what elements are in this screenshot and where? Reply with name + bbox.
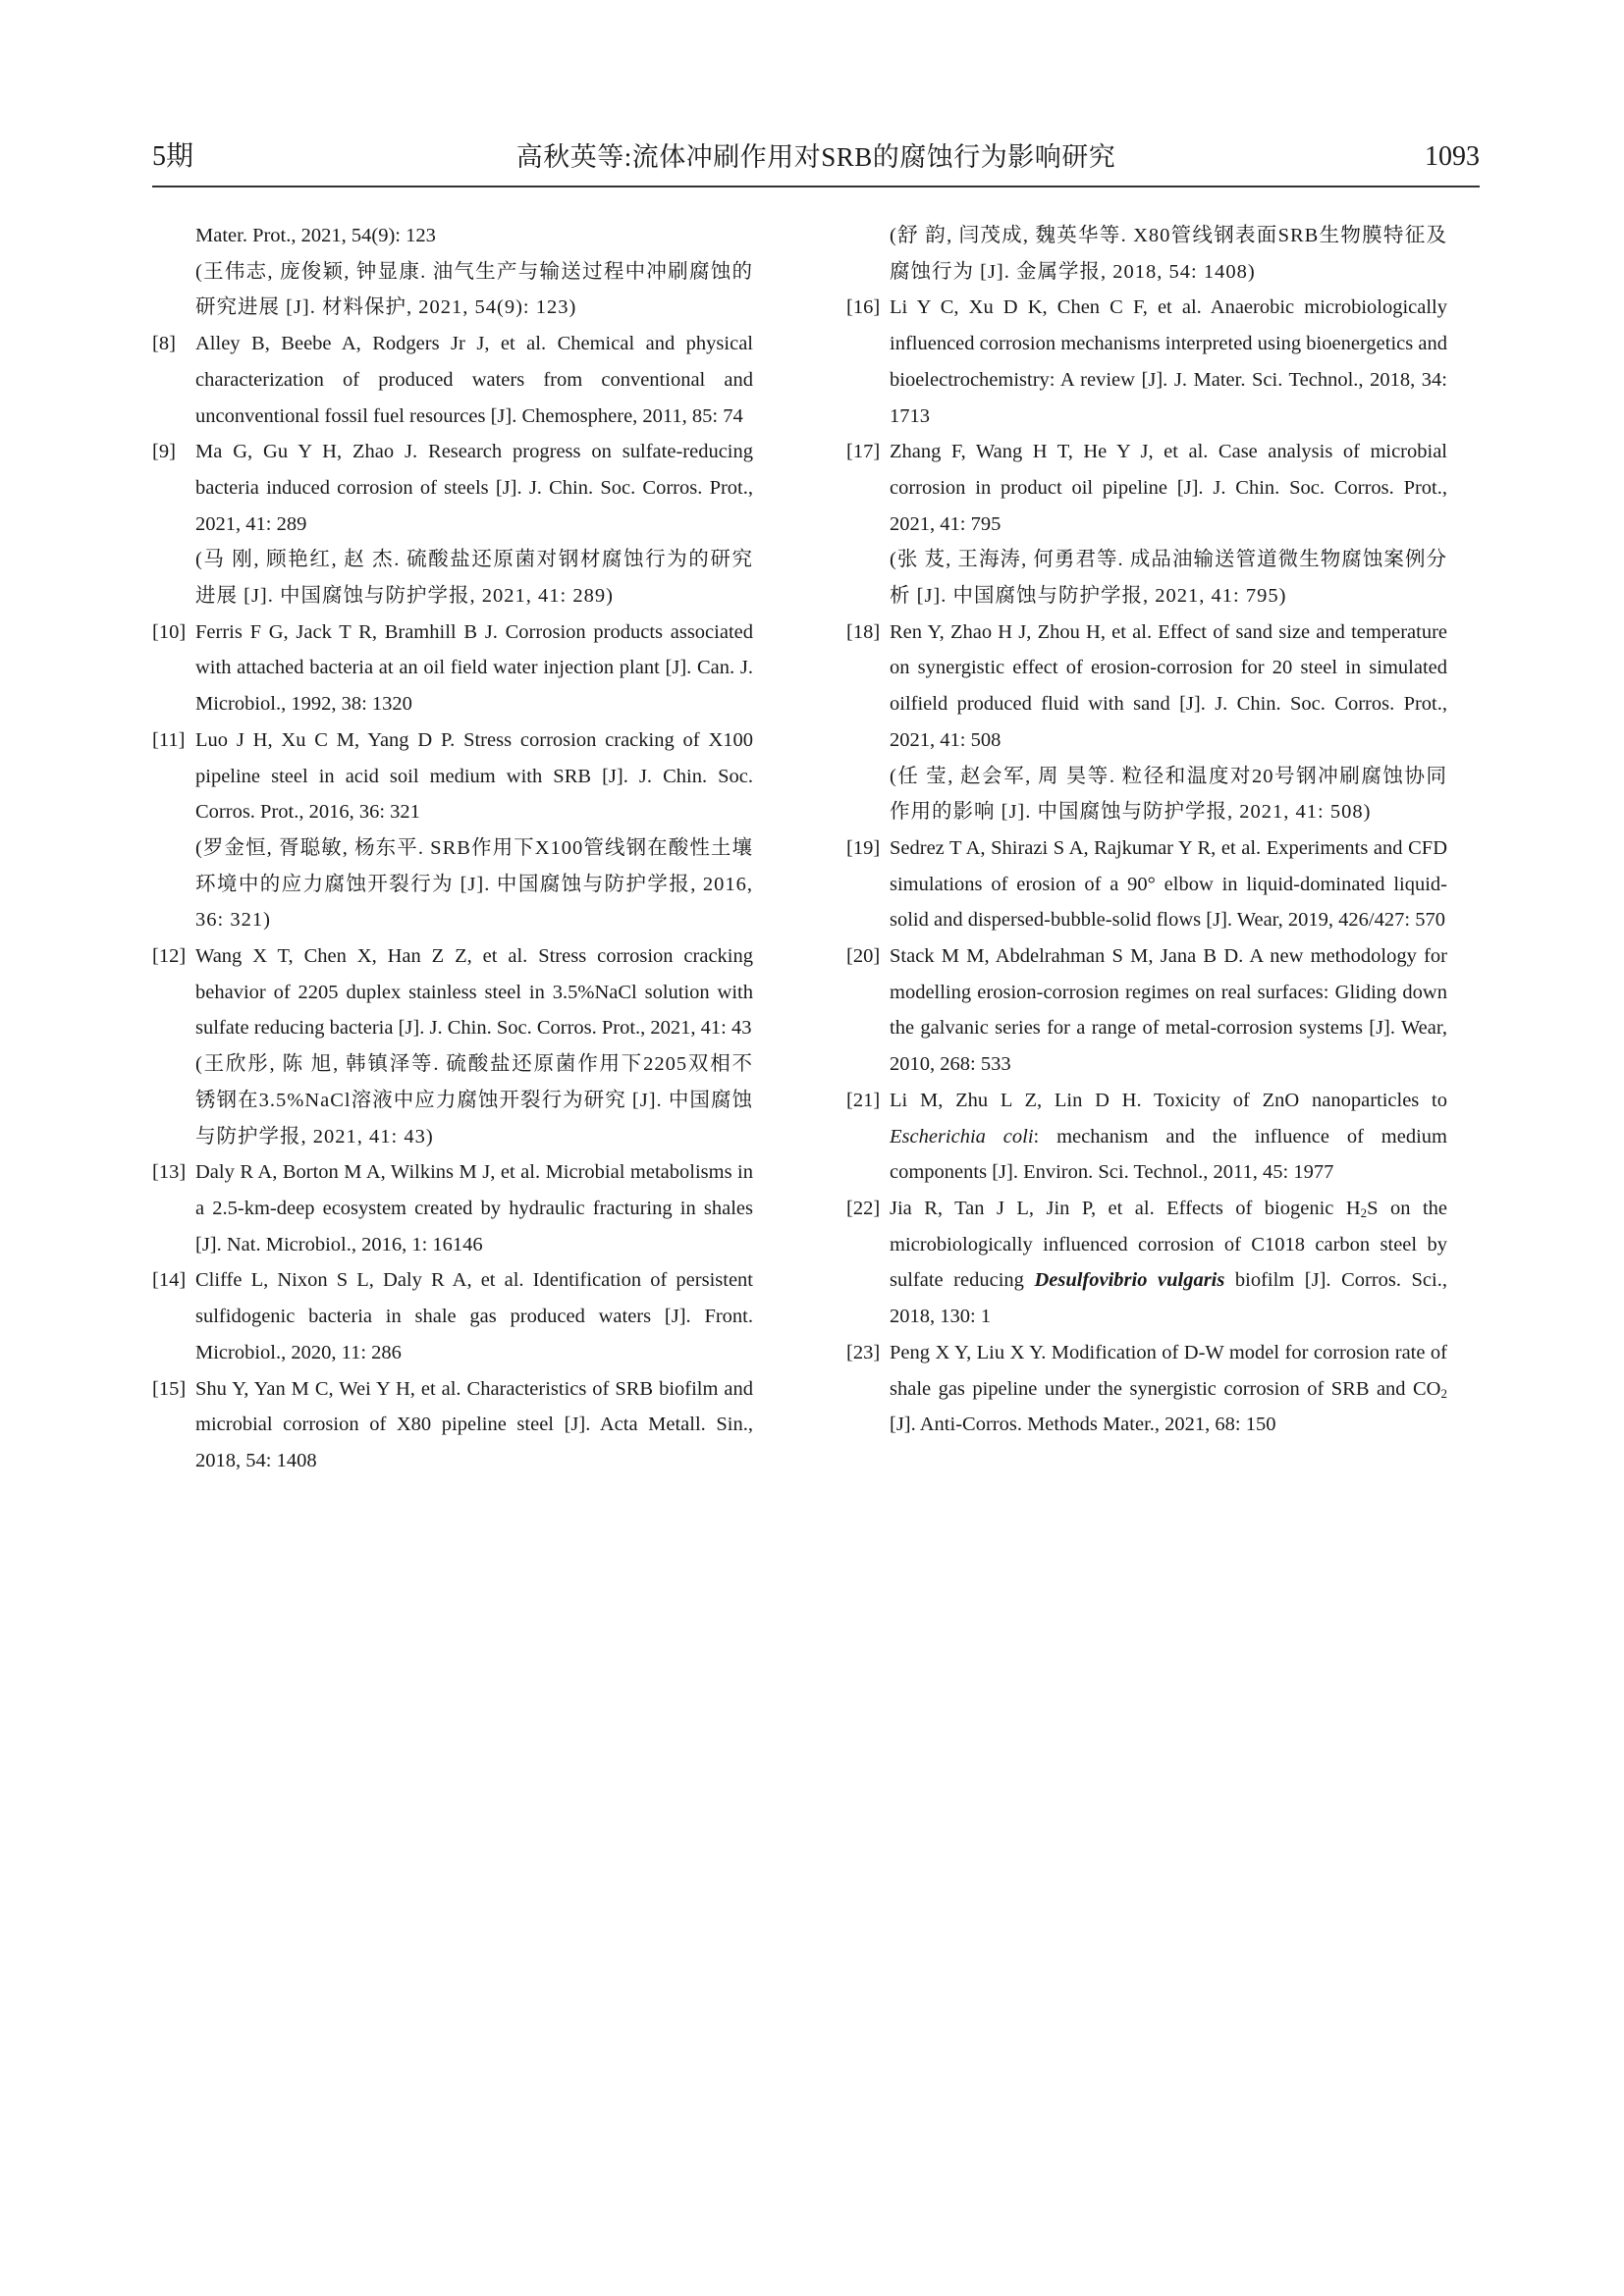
reference-11 — [152, 722, 753, 938]
reference-14 — [152, 1262, 753, 1370]
running-header — [152, 137, 1480, 179]
reference-text: Ferris F G, Jack T R, Bramhill B J. Corrosion products associated with attached bacteria at an oil field water injection plant [J]. Can. J. Microbiol., 1992, 38: 1320 — [195, 620, 753, 716]
reference-text-part: Li M, Zhu L Z, Lin D H. Toxicity of ZnO nanoparticles to — [890, 1089, 1447, 1111]
reference-text — [890, 1335, 1447, 1443]
reference-13 — [152, 1154, 753, 1262]
reference-number: [17] — [846, 441, 881, 463]
species-name: Desulfovibrio vulgaris — [1034, 1269, 1225, 1292]
reference-text: Sedrez T A, Shirazi S A, Rajkumar Y R, et al. Experiments and CFD simulations of erosion of a 90° elbow in liquid-dominated liquid-solid and dispersed-bubble-solid flows [J]. Wear, 2019, 426/427: 570 — [890, 836, 1447, 932]
reference-18 — [846, 614, 1447, 830]
reference-number: [12] — [152, 945, 187, 968]
reference-15 — [152, 1371, 753, 1479]
reference-text-part: Jia R, Tan J L, Jin P, et al. Effects of biogenic H — [890, 1197, 1361, 1219]
reference-text: Zhang F, Wang H T, He Y J, et al. Case analysis of microbial corrosion in product oil pipeline [J]. J. Chin. Soc. Corros. Prot., 2021, 41: 795 — [890, 441, 1447, 535]
reference-text: Ma G, Gu Y H, Zhao J. Research progress on sulfate-reducing bacteria induced corrosion of steels [J]. J. Chin. Soc. Corros. Prot., 2021, 41: 289 — [195, 441, 753, 535]
running-title: 高秋英等:流体冲刷作用对SRB的腐蚀行为影响研究 — [515, 142, 1116, 172]
reference-20 — [846, 938, 1447, 1083]
reference-number: [10] — [152, 620, 187, 643]
references-left-column — [152, 218, 753, 1479]
subscript: 2 — [1440, 1385, 1447, 1401]
reference-number: [9] — [152, 441, 176, 463]
reference-number: [23] — [846, 1341, 881, 1363]
reference-text-part: Peng X Y, Liu X Y. Modification of D-W model for corrosion rate of shale gas pipeline under the synergistic corrosion of SRB and CO — [890, 1341, 1447, 1400]
subscript: 2 — [1360, 1204, 1368, 1220]
reference-text: Ren Y, Zhao H J, Zhou H, et al. Effect of sand size and temperature on synergistic effect of erosion-corrosion for 20 steel in simulated oilfield produced fluid with sand [J]. J. Chin. Soc. Corros. Prot., 2021, 41: 508 — [890, 620, 1447, 751]
species-name: Escherichia coli — [890, 1125, 1034, 1148]
reference-number: [11] — [152, 728, 186, 751]
reference-16 — [846, 290, 1447, 434]
reference-text: Li Y C, Xu D K, Chen C F, et al. Anaerobic microbiologically influenced corrosion mechanisms interpreted using bioenergetics and bioelectrochemistry: A review [J]. J. Mater. Sci. Technol., 2018, 34: 1713 — [890, 296, 1447, 427]
reference-15-continued — [846, 218, 1447, 290]
reference-text-part: biofilm [J]. Corros. Sci., 2018, 130: 1 — [890, 1269, 1447, 1328]
reference-translation: (王伟志, 庞俊颖, 钟显康. 油气生产与输送过程中冲刷腐蚀的研究进展 [J]. 材料保护, 2021, 54(9): 123) — [195, 260, 753, 319]
reference-8 — [152, 326, 753, 434]
reference-10 — [152, 614, 753, 722]
reference-19 — [846, 830, 1447, 938]
reference-number: [14] — [152, 1269, 187, 1292]
header-rule — [152, 186, 1480, 187]
reference-translation: (张 芨, 王海涛, 何勇君等. 成品油输送管道微生物腐蚀案例分析 [J]. 中国腐蚀与防护学报, 2021, 41: 795) — [890, 549, 1447, 608]
reference-translation: (罗金恒, 胥聪敏, 杨东平. SRB作用下X100管线钢在酸性土壤环境中的应力腐蚀开裂行为 [J]. 中国腐蚀与防护学报, 2016, 36: 321) — [195, 836, 753, 932]
reference-17 — [846, 434, 1447, 614]
reference-number: [22] — [846, 1197, 881, 1219]
reference-translation: (任 莹, 赵会军, 周 昊等. 粒径和温度对20号钢冲刷腐蚀协同作用的影响 [J]. 中国腐蚀与防护学报, 2021, 41: 508) — [890, 765, 1447, 824]
reference-text: Daly R A, Borton M A, Wilkins M J, et al. Microbial metabolisms in a 2.5-km-deep ecosystem created by hydraulic fracturing in shales [J]. Nat. Microbiol., 2016, 1: 16146 — [195, 1161, 753, 1255]
references-right-column — [846, 218, 1447, 1443]
reference-text: Mater. Prot., 2021, 54(9): 123 — [195, 225, 436, 246]
reference-21 — [846, 1083, 1447, 1191]
reference-text — [890, 1191, 1447, 1335]
reference-number: [15] — [152, 1377, 187, 1400]
reference-text: Stack M M, Abdelrahman S M, Jana B D. A new methodology for modelling erosion-corrosion regimes on real surfaces: Gliding down the galvanic series for a range of metal-corrosion systems [J]. Wear, 2010, 268: 533 — [890, 945, 1447, 1076]
reference-number: [20] — [846, 945, 881, 968]
reference-text-part: [J]. Anti-Corros. Methods Mater., 2021, 68: 150 — [890, 1414, 1276, 1436]
reference-text — [890, 1083, 1447, 1191]
reference-22 — [846, 1191, 1447, 1335]
reference-number: [18] — [846, 620, 881, 643]
page-number: 1093 — [1425, 141, 1480, 172]
reference-number: [8] — [152, 333, 176, 355]
reference-12 — [152, 938, 753, 1154]
reference-23 — [846, 1335, 1447, 1443]
reference-number: [21] — [846, 1089, 881, 1111]
issue-label: 5期 — [152, 141, 194, 172]
reference-translation: (王欣彤, 陈 旭, 韩镇泽等. 硫酸盐还原菌作用下2205双相不锈钢在3.5%NaCl溶液中应力腐蚀开裂行为研究 [J]. 中国腐蚀与防护学报, 2021, 41: 43) — [195, 1053, 753, 1148]
reference-7-continued — [152, 218, 753, 326]
reference-text: Wang X T, Chen X, Han Z Z, et al. Stress corrosion cracking behavior of 2205 duplex stainless steel in 3.5%NaCl solution with sulfate reducing bacteria [J]. J. Chin. Soc. Corros. Prot., 2021, 41: 43 — [195, 945, 753, 1040]
reference-text-part: : mechanism and the influence of medium components [J]. Environ. Sci. Technol., 2011, 45: 1977 — [890, 1125, 1447, 1184]
reference-number: [19] — [846, 836, 881, 859]
reference-text: Cliffe L, Nixon S L, Daly R A, et al. Identification of persistent sulfidogenic bacteria in shale gas produced waters [J]. Front. Microbiol., 2020, 11: 286 — [195, 1269, 753, 1363]
reference-number: [13] — [152, 1161, 187, 1184]
reference-text: Shu Y, Yan M C, Wei Y H, et al. Characteristics of SRB biofilm and microbial corrosion of X80 pipeline steel [J]. Acta Metall. Sin., 2018, 54: 1408 — [195, 1377, 753, 1471]
reference-translation: (马 刚, 顾艳红, 赵 杰. 硫酸盐还原菌对钢材腐蚀行为的研究进展 [J]. 中国腐蚀与防护学报, 2021, 41: 289) — [195, 549, 753, 608]
reference-9 — [152, 434, 753, 614]
reference-number: [16] — [846, 296, 881, 319]
reference-text-part: S on the microbiologically influenced corrosion of C1018 carbon steel by sulfate reducing — [890, 1197, 1447, 1292]
reference-text: Luo J H, Xu C M, Yang D P. Stress corrosion cracking of X100 pipeline steel in acid soil medium with SRB [J]. J. Chin. Soc. Corros. Prot., 2016, 36: 321 — [195, 728, 753, 824]
reference-text: Alley B, Beebe A, Rodgers Jr J, et al. Chemical and physical characterization of produced waters from conventional and unconventional fossil fuel resources [J]. Chemosphere, 2011, 85: 74 — [195, 333, 753, 427]
reference-translation: (舒 韵, 闫茂成, 魏英华等. X80管线钢表面SRB生物膜特征及腐蚀行为 [J]. 金属学报, 2018, 54: 1408) — [890, 225, 1447, 283]
